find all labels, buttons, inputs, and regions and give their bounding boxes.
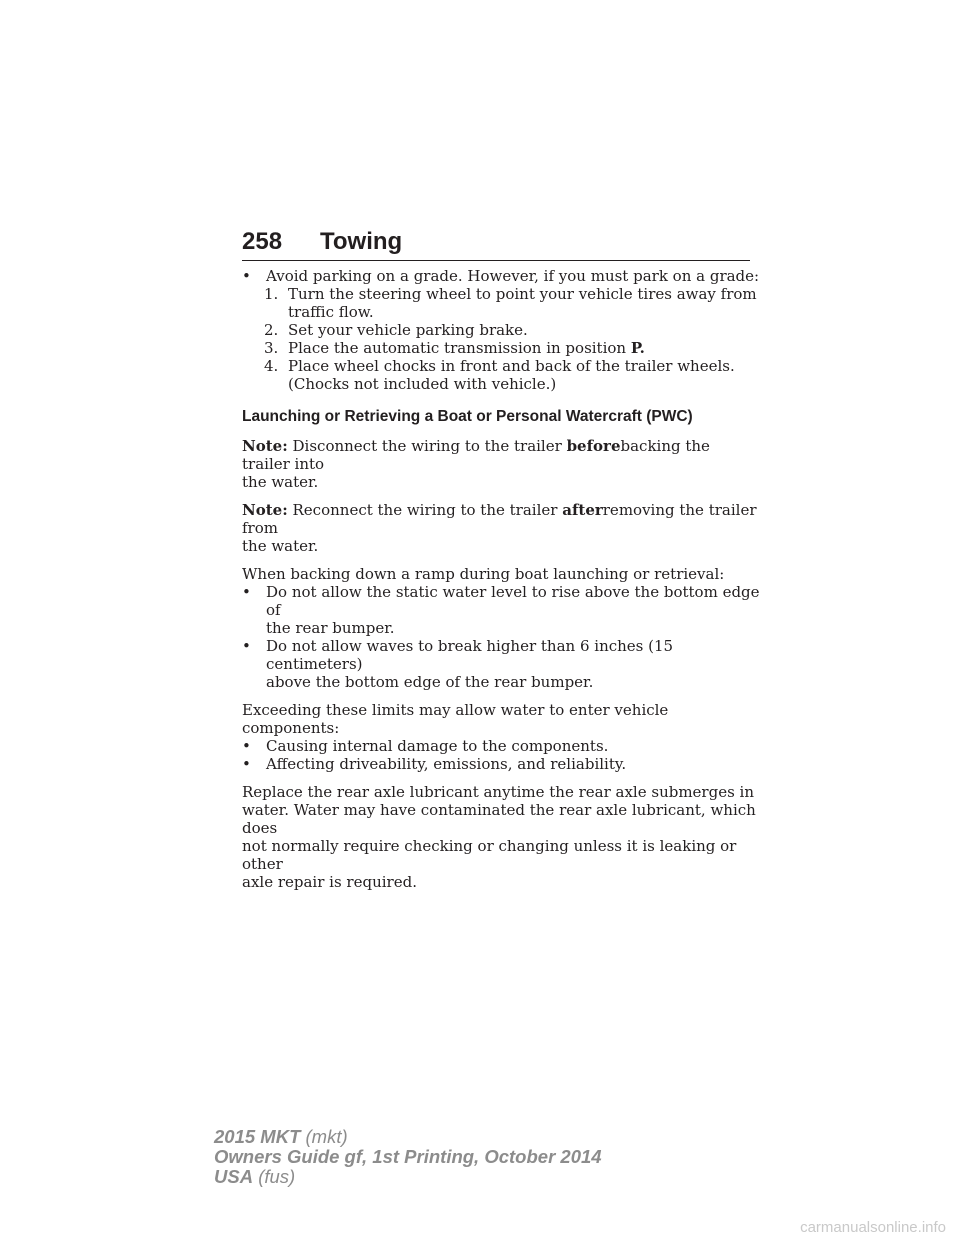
step-text: Turn the steering wheel to point your vehicle tires away from — [288, 285, 757, 303]
step-number: 2. — [264, 321, 279, 339]
step-text: Set your vehicle parking brake. — [288, 321, 528, 339]
bullet-glyph: • — [242, 755, 251, 773]
backing-bullet — [242, 637, 762, 691]
print-footer — [214, 1127, 602, 1187]
exceed-bullet — [242, 755, 762, 773]
bullet-glyph: • — [242, 583, 251, 601]
step-item — [242, 339, 762, 357]
step-number: 4. — [264, 357, 279, 375]
page-header — [242, 228, 750, 262]
footer-edition: Owners Guide gf, 1st Printing, October 2014 — [214, 1146, 602, 1167]
step-item — [242, 321, 762, 339]
footer-market-code: (fus) — [258, 1166, 296, 1187]
bullet-glyph: • — [242, 637, 251, 655]
note-after — [242, 501, 762, 555]
note-before — [242, 437, 762, 491]
step-text: Place the automatic transmission in position — [288, 339, 627, 357]
step-item — [242, 357, 762, 393]
backing-bullet — [242, 583, 762, 637]
note-text-cont: the water. — [242, 473, 319, 491]
paragraph-line: Replace the rear axle lubricant anytime the rear axle submerges in — [242, 783, 755, 801]
footer-line-model — [214, 1127, 602, 1147]
bullet-glyph: • — [242, 737, 251, 755]
note-label: Note: — [242, 501, 288, 519]
bullet-text: Affecting driveability, emissions, and reliability. — [266, 755, 627, 773]
parking-bullet — [242, 267, 762, 285]
step-number: 3. — [264, 339, 279, 357]
paragraph-line: water. Water may have contaminated the rear axle lubricant, which does — [242, 801, 756, 837]
subsection-heading: Launching or Retrieving a Boat or Personal Watercraft (PWC) — [242, 408, 693, 425]
parking-intro: Avoid parking on a grade. However, if you must park on a grade: — [266, 267, 760, 285]
page-number: 258 — [242, 228, 283, 255]
gear-position: P. — [630, 339, 645, 357]
exceed-bullet — [242, 737, 762, 755]
paragraph-line: not normally require checking or changing unless it is leaking or other — [242, 837, 737, 873]
bullet-text: Do not allow the static water level to rise above the bottom edge of — [266, 583, 760, 619]
step-text-cont: (Chocks not included with vehicle.) — [288, 375, 557, 393]
bullet-text: Do not allow waves to break higher than 6 inches (15 centimeters) — [266, 637, 674, 673]
step-item — [242, 285, 762, 321]
note-emphasis: before — [566, 437, 621, 455]
paragraph-line: axle repair is required. — [242, 873, 417, 891]
note-text: Reconnect the wiring to the trailer — [292, 501, 558, 519]
footer-line-market — [214, 1167, 602, 1187]
bullet-text: Causing internal damage to the components. — [266, 737, 609, 755]
section-title: Towing — [320, 228, 403, 255]
note-text-cont: the water. — [242, 537, 319, 555]
note-label: Note: — [242, 437, 288, 455]
bullet-glyph: • — [242, 267, 251, 285]
step-text-cont: traffic flow. — [288, 303, 374, 321]
note-text: Disconnect the wiring to the trailer — [292, 437, 562, 455]
footer-model-code: (mkt) — [305, 1126, 348, 1147]
watermark: carmanualsonline.info — [800, 1219, 946, 1236]
bullet-text-cont: the rear bumper. — [266, 619, 395, 637]
note-text: removing the trailer from — [242, 501, 757, 537]
note-emphasis: after — [562, 501, 603, 519]
footer-market: USA — [214, 1166, 254, 1187]
header-rule — [242, 260, 750, 261]
footer-model: 2015 MKT — [214, 1126, 301, 1147]
step-number: 1. — [264, 285, 279, 303]
bullet-text-cont: above the bottom edge of the rear bumper. — [266, 673, 594, 691]
exceed-intro: Exceeding these limits may allow water to enter vehicle components: — [242, 701, 669, 737]
note-text: backing the trailer into — [242, 437, 710, 473]
backing-intro: When backing down a ramp during boat launching or retrieval: — [242, 565, 725, 583]
page-content — [242, 267, 762, 891]
axle-paragraph — [242, 783, 762, 891]
step-text: Place wheel chocks in front and back of the trailer wheels. — [288, 357, 735, 375]
